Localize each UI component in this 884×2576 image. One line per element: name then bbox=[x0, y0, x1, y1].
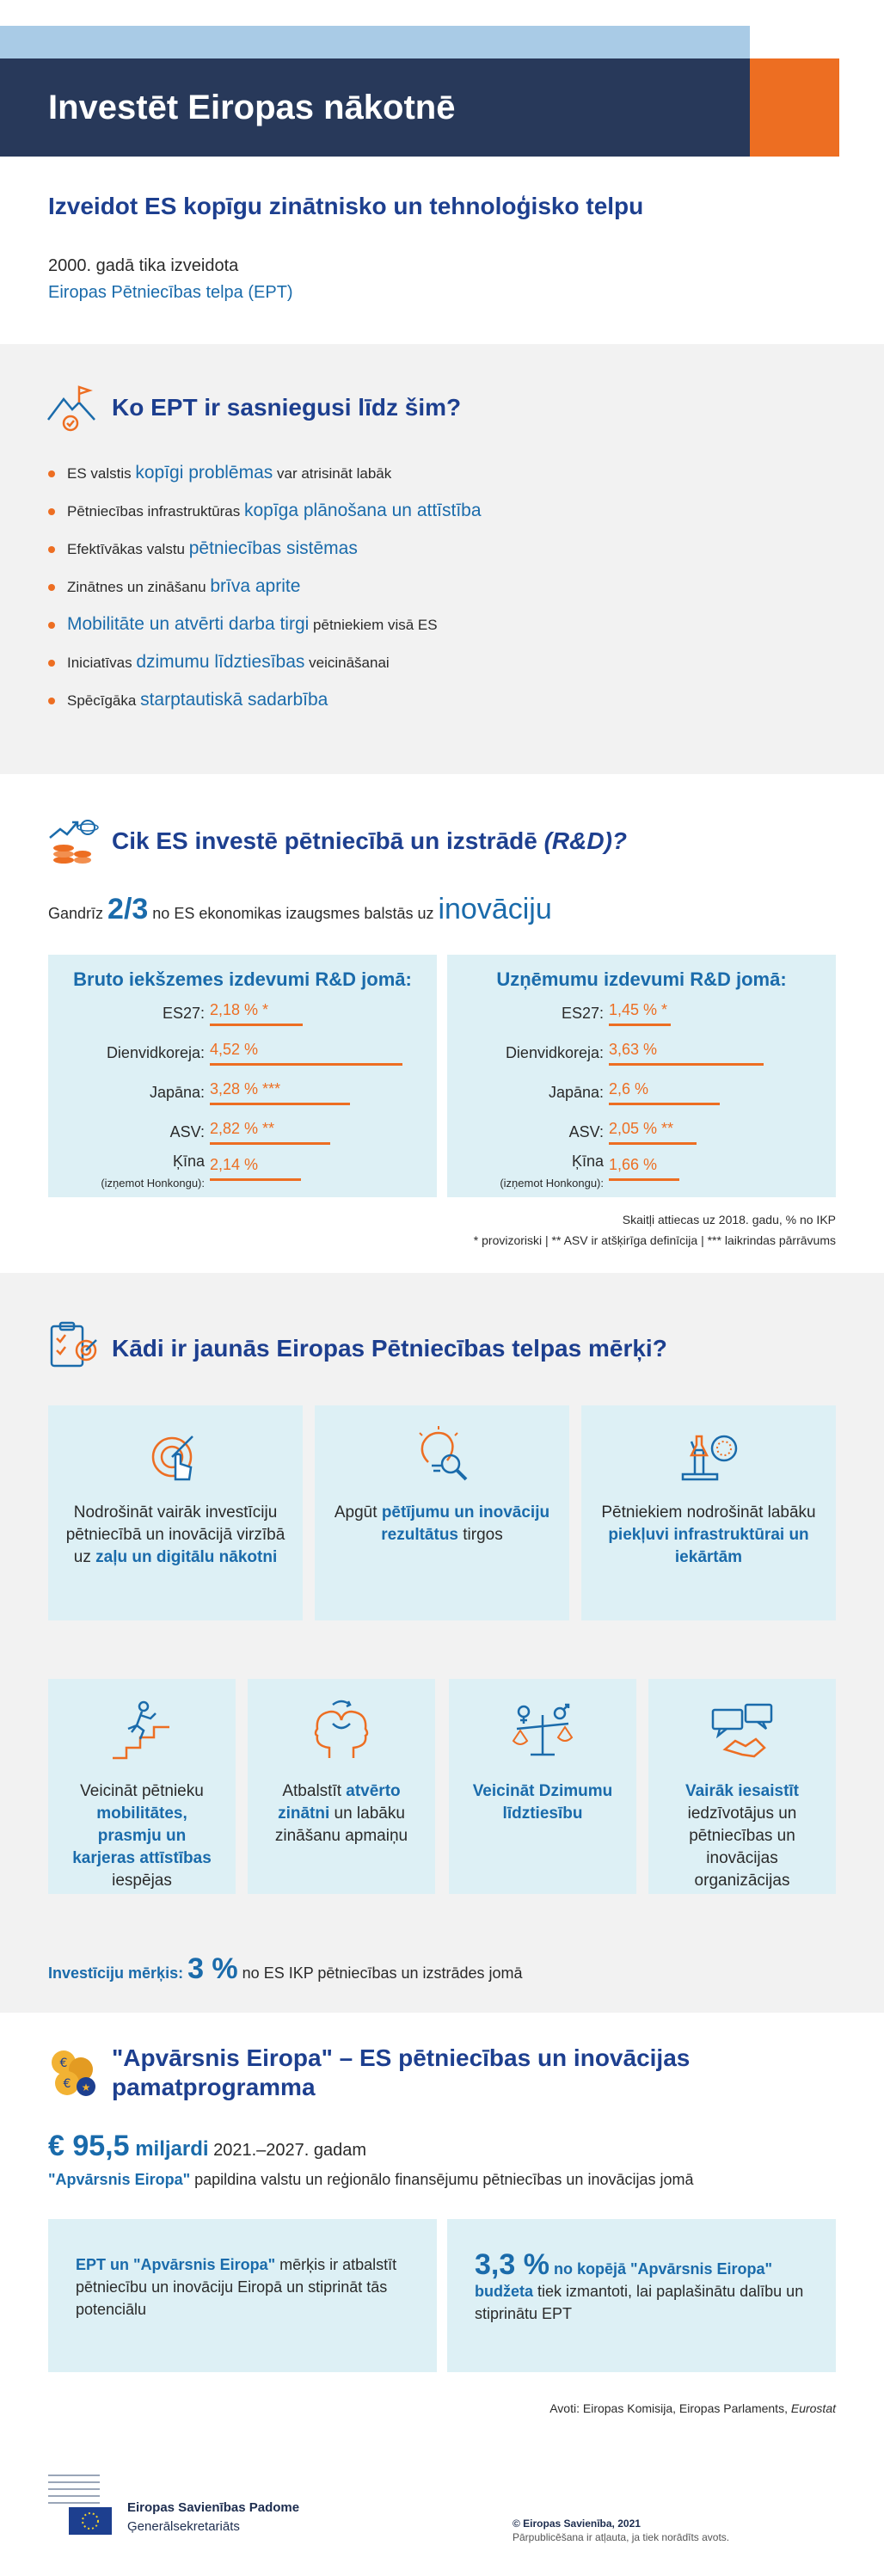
rd-value-bar bbox=[609, 1178, 679, 1181]
box2-bold: no kopējā "Apvārsnis Eiropa" budžeta bbox=[475, 2260, 773, 2300]
goal-bold: piekļuvi infrastruktūrai un iekārtām bbox=[608, 1526, 809, 1566]
investment-section bbox=[0, 774, 884, 1273]
horizon-title: "Apvārsnis Eiropa" – ES pētniecības un inovācijas pamatprogramma bbox=[112, 2044, 691, 2100]
rd-country-label: Japāna: bbox=[149, 1084, 205, 1101]
achievement-pre: ES valstis bbox=[67, 465, 136, 482]
rd-country-label: ASV: bbox=[568, 1123, 604, 1140]
mountain-flag-icon bbox=[45, 378, 100, 433]
achievement-highlight: kopīgi problēmas bbox=[135, 463, 273, 483]
goal-pre: Veicināt pētnieku bbox=[80, 1782, 204, 1800]
goal-bold: Vairāk iesaistīt bbox=[684, 1782, 800, 1800]
achievement-item bbox=[48, 606, 482, 643]
investment-target bbox=[48, 1952, 523, 1986]
achievement-highlight: pētniecības sistēmas bbox=[188, 538, 358, 558]
rd-value-bar bbox=[210, 1063, 402, 1066]
horizon-budget bbox=[48, 2130, 366, 2163]
achievement-item bbox=[48, 530, 482, 568]
share-pre: Gandrīz bbox=[48, 905, 108, 922]
rd-value-label: 2,14 % bbox=[210, 1156, 259, 1173]
rd-value-bar bbox=[609, 1103, 720, 1105]
goals-section bbox=[0, 1273, 884, 2013]
goal-text bbox=[466, 1780, 619, 1825]
achievement-highlight: brīva aprite bbox=[210, 576, 301, 596]
rd-value-bar bbox=[210, 1103, 350, 1105]
achievement-highlight: Mobilitāte un atvērti darba tirgi bbox=[67, 614, 310, 634]
rd-row bbox=[48, 1153, 437, 1192]
budget-period: 2021.–2027. gadam bbox=[208, 2141, 367, 2160]
gender-scale-icon bbox=[508, 1698, 577, 1767]
heads-exchange-icon bbox=[307, 1698, 376, 1767]
goal-text bbox=[332, 1502, 552, 1546]
goal-bold: Veicināt Dzimumu līdztiesību bbox=[472, 1782, 613, 1823]
goal-pre: Nodrošināt vairāk investīciju pētniecībā un inovācijā virzībā uz bbox=[65, 1503, 285, 1566]
desc-name: "Apvārsnis Eiropa" bbox=[48, 2171, 191, 2188]
rd-value-label: 3,28 % *** bbox=[210, 1080, 281, 1097]
goal-post: iespējas bbox=[112, 1872, 172, 1890]
figures-note: Skaitļi attiecas uz 2018. gadu, % no IKP bbox=[622, 1213, 836, 1227]
rd-row bbox=[447, 1153, 836, 1192]
goal-card bbox=[315, 1405, 569, 1620]
achievement-post: pētniekiem visā ES bbox=[309, 617, 438, 633]
rd-row bbox=[447, 1037, 836, 1077]
goal-bold: zaļu un digitālu nākotni bbox=[95, 1548, 278, 1566]
share-word: inovāciju bbox=[438, 893, 552, 925]
achievement-pre: Efektīvākas valstu bbox=[67, 541, 189, 557]
svg-text:€: € bbox=[59, 2056, 68, 2070]
council-logo-icon bbox=[48, 2471, 117, 2535]
lab-equipment-icon bbox=[674, 1424, 743, 1493]
rd-row bbox=[447, 998, 836, 1037]
achievement-pre: Pētniecības infrastruktūras bbox=[67, 503, 244, 520]
achievement-highlight: kopīga plānošana un attīstība bbox=[243, 501, 482, 520]
business-rd-box bbox=[447, 955, 836, 1197]
achievement-pre: Zinātnes un zināšanu bbox=[67, 579, 211, 595]
rd-country-label: Ķīna bbox=[172, 1153, 205, 1170]
lightbulb-magnifier-icon bbox=[408, 1424, 476, 1493]
rd-value-bar bbox=[609, 1142, 697, 1145]
goal-card bbox=[48, 1405, 303, 1620]
rd-value-label: 3,63 % bbox=[609, 1041, 658, 1058]
business-rd-heading: Uzņēmumu izdevumi R&D jomā: bbox=[496, 968, 787, 990]
rd-value-label: 1,66 % bbox=[609, 1156, 658, 1173]
rd-country-label: Ķīna bbox=[571, 1153, 604, 1170]
rd-country-sublabel: (izņemot Honkongu): bbox=[500, 1177, 604, 1190]
goal-pre: Atbalstīt bbox=[282, 1782, 347, 1800]
goals-title: Kādi ir jaunās Eiropas Pētniecības telpas mērķi? bbox=[112, 1335, 667, 1362]
coins-growth-icon bbox=[45, 812, 100, 867]
rd-country-label: Dienvidkoreja: bbox=[505, 1044, 604, 1061]
svg-text:★: ★ bbox=[81, 2081, 91, 2093]
achievement-post: veicināšanai bbox=[304, 655, 390, 671]
footer-org-dept: Ģenerālsekretariāts bbox=[127, 2519, 240, 2534]
achievement-item bbox=[48, 681, 482, 719]
goal-post: iedzīvotājus un pētniecības un inovācijas organizācijas bbox=[687, 1804, 797, 1890]
goal-bold: atvērto zinātni bbox=[278, 1782, 401, 1823]
rd-value-label: 2,6 % bbox=[609, 1080, 649, 1097]
sources-note bbox=[549, 2401, 836, 2415]
rd-row bbox=[447, 1116, 836, 1156]
achievement-item bbox=[48, 643, 482, 681]
box1-bold: EPT un "Apvārsnis Eiropa" bbox=[76, 2256, 276, 2273]
box2-text: tiek izmantoti, lai paplašinātu dalību un stiprinātu EPT bbox=[475, 2283, 804, 2322]
footer-reuse-note: Pārpublicēšana ir atļauta, ja tiek norādīts avots. bbox=[513, 2531, 730, 2543]
rd-country-label: ASV: bbox=[169, 1123, 205, 1140]
rd-value-bar bbox=[210, 1142, 330, 1145]
investment-title-rd: (R&D)? bbox=[543, 827, 628, 854]
goal-card bbox=[449, 1679, 636, 1894]
rd-row bbox=[48, 1116, 437, 1156]
footnotes-legend: * provizoriski | ** ASV ir atšķirīga definīcija | *** laikrindas pārrāvums bbox=[473, 1233, 836, 1247]
hero-light-band bbox=[0, 26, 750, 60]
horizon-section bbox=[0, 2013, 884, 2438]
goal-card bbox=[248, 1679, 435, 1894]
achievement-post: var atrisināt labāk bbox=[273, 465, 392, 482]
rd-value-bar bbox=[210, 1178, 301, 1181]
investment-title bbox=[112, 827, 627, 855]
rd-value-label: 4,52 % bbox=[210, 1041, 259, 1058]
budget-unit: miljardi bbox=[129, 2137, 209, 2161]
intro-section bbox=[0, 157, 884, 344]
rd-country-label: Japāna: bbox=[548, 1084, 604, 1101]
rd-country-sublabel: (izņemot Honkongu): bbox=[101, 1177, 205, 1190]
horizon-description bbox=[48, 2171, 694, 2189]
box2-percent: 3,3 % bbox=[475, 2248, 549, 2281]
hero-banner bbox=[0, 0, 884, 157]
desc-post: papildina valstu un reģionālo finansējumu pētniecības un inovācijas jomā bbox=[190, 2171, 694, 2188]
innovation-share-text bbox=[48, 893, 552, 926]
achievements-section bbox=[0, 344, 884, 774]
achievement-item bbox=[48, 454, 482, 492]
achievement-highlight: starptautiskā sadarbība bbox=[140, 690, 328, 710]
coins-stars-icon bbox=[45, 2044, 100, 2099]
goal-bold: mobilitātes, prasmju un karjeras attīstības bbox=[72, 1804, 212, 1867]
goal-pre: Apgūt bbox=[334, 1503, 382, 1522]
achievement-item bbox=[48, 568, 482, 606]
achievements-title: Ko EPT ir sasniegusi līdz šim? bbox=[112, 394, 462, 421]
horizon-box-budget-share bbox=[447, 2219, 836, 2372]
share-mid: no ES ekonomikas izaugsmes balstās uz bbox=[148, 905, 439, 922]
rd-value-label: 2,82 % ** bbox=[210, 1120, 275, 1137]
rd-country-label: ES27: bbox=[162, 1005, 205, 1022]
goal-text bbox=[599, 1502, 819, 1569]
goal-bold: pētījumu un inovāciju rezultātus bbox=[381, 1503, 550, 1544]
goal-text bbox=[666, 1780, 819, 1892]
investment-title-main: Cik ES investē pētniecībā un izstrādē bbox=[112, 827, 537, 854]
rd-value-label: 2,05 % ** bbox=[609, 1120, 674, 1137]
rd-value-label: 2,18 % * bbox=[210, 1001, 269, 1018]
achievements-list bbox=[48, 454, 482, 719]
rd-value-label: 1,45 % * bbox=[609, 1001, 668, 1018]
goal-text bbox=[265, 1780, 418, 1847]
goal-text bbox=[65, 1502, 285, 1569]
hero-title-box bbox=[0, 58, 750, 157]
speech-bubbles-icon bbox=[708, 1698, 777, 1767]
stairs-runner-icon bbox=[107, 1698, 176, 1767]
rd-value-bar bbox=[609, 1063, 764, 1066]
horizon-box-goal bbox=[48, 2219, 437, 2372]
intro-line-2: Eiropas Pētniecības telpa (EPT) bbox=[48, 283, 293, 302]
page-title: Investēt Eiropas nākotnē bbox=[48, 88, 456, 126]
goal-text bbox=[65, 1780, 218, 1892]
sources-text: Avoti: Eiropas Komisija, Eiropas Parlaments, bbox=[549, 2401, 791, 2415]
intro-line-1: 2000. gadā tika izveidota bbox=[48, 256, 239, 275]
goal-post: tirgos bbox=[458, 1526, 503, 1544]
footer-org-name: Eiropas Savienības Padome bbox=[127, 2500, 300, 2515]
touch-target-icon bbox=[141, 1424, 210, 1493]
rd-row bbox=[48, 998, 437, 1037]
goal-pre: Pētniekiem nodrošināt labāku bbox=[601, 1503, 816, 1522]
gross-rd-heading: Bruto iekšzemes izdevumi R&D jomā: bbox=[73, 968, 412, 990]
achievement-pre: Spēcīgāka bbox=[67, 692, 141, 709]
intro-heading: Izveidot ES kopīgu zinātnisko un tehnoloģisko telpu bbox=[48, 193, 644, 219]
footer bbox=[0, 2438, 884, 2576]
rd-country-label: Dienvidkoreja: bbox=[106, 1044, 205, 1061]
achievement-highlight: dzimumu līdztiesības bbox=[136, 652, 305, 672]
goal-card bbox=[648, 1679, 836, 1894]
share-fraction: 2/3 bbox=[107, 893, 149, 925]
target-percent: 3 % bbox=[187, 1952, 238, 1985]
budget-amount: € 95,5 bbox=[48, 2130, 130, 2162]
goal-card bbox=[581, 1405, 836, 1620]
svg-text:€: € bbox=[63, 2077, 71, 2091]
rd-row bbox=[447, 1077, 836, 1116]
rd-value-bar bbox=[210, 1024, 303, 1026]
rd-row bbox=[48, 1077, 437, 1116]
hero-orange-block bbox=[750, 58, 839, 157]
box1-text: mērķis ir atbalstīt pētniecību un inovāciju Eiropā un stiprināt tās potenciālu bbox=[76, 2256, 397, 2318]
achievement-item bbox=[48, 492, 482, 530]
achievement-pre: Iniciatīvas bbox=[67, 655, 137, 671]
goal-card bbox=[48, 1679, 236, 1894]
target-pre: Investīciju mērķis: bbox=[48, 1964, 188, 1982]
rd-row bbox=[48, 1037, 437, 1077]
goal-post: un labāku zināšanu apmaiņu bbox=[274, 1804, 408, 1845]
gross-rd-box bbox=[48, 955, 437, 1197]
clipboard-target-icon bbox=[45, 1318, 100, 1373]
rd-value-bar bbox=[609, 1024, 671, 1026]
target-post: no ES IKP pētniecības un izstrādes jomā bbox=[237, 1964, 523, 1982]
rd-country-label: ES27: bbox=[561, 1005, 604, 1022]
sources-eurostat: Eurostat bbox=[790, 2401, 836, 2415]
footer-copyright: © Eiropas Savienība, 2021 bbox=[513, 2518, 641, 2530]
